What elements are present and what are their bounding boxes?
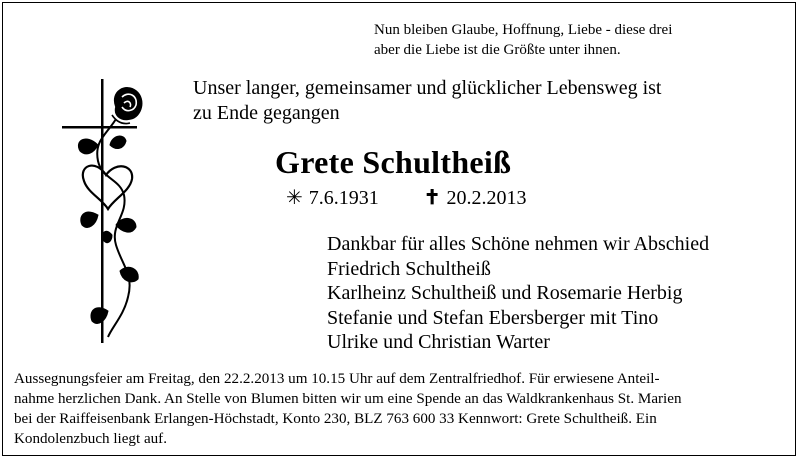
footer-line: Kondolenzbuch liegt auf.	[14, 431, 167, 447]
birth-star-icon: ✳	[286, 187, 303, 209]
quote-line: Nun bleiben Glaube, Hoffnung, Liebe - diese drei	[374, 22, 673, 38]
funeral-notice-footer	[14, 369, 786, 449]
birth-date: 7.6.1931	[308, 187, 379, 209]
mourner-line: Karlheinz Schultheiß und Rosemarie Herbig	[327, 282, 683, 304]
mourner-line: Friedrich Schultheiß	[327, 257, 491, 280]
intro-line: Unser langer, gemeinsamer und glücklicher Lebensweg ist	[193, 77, 662, 99]
mourner-line: Dankbar für alles Schöne nehmen wir Abschied	[327, 233, 710, 255]
quote-line: aber die Liebe ist die Größte unter ihnen.	[374, 42, 621, 58]
death-cross-icon: ✝	[423, 187, 441, 209]
footer-line: nahme herzlichen Dank. An Stelle von Blumen bitten wir um eine Spende an das Waldkrankenhaus St. Marien	[14, 391, 682, 407]
bible-quote	[374, 20, 672, 60]
mourners-list	[327, 232, 709, 355]
intro-line: zu Ende gegangen	[193, 102, 340, 124]
cross-horizontal-bar	[62, 126, 137, 129]
intro-text	[193, 76, 662, 126]
death-date: 20.2.2013	[446, 187, 527, 209]
cross-with-rose-icon	[50, 75, 160, 350]
cross-vertical-bar	[101, 79, 104, 343]
footer-line: bei der Raiffeisenbank Erlangen-Höchstadt, Konto 230, BLZ 763 600 33 Kennwort: Grete Schultheiß. Ein	[14, 411, 657, 427]
life-dates	[286, 186, 527, 210]
mourner-line: Stefanie und Stefan Ebersberger mit Tino	[327, 306, 659, 329]
footer-line: Aussegnungsfeier am Freitag, den 22.2.2013 um 10.15 Uhr auf dem Zentralfriedhof. Für erwiesene Anteil-	[14, 371, 660, 387]
rose-icon	[112, 88, 142, 124]
deceased-name: Grete Schultheiß	[275, 144, 512, 180]
mourner-line: Ulrike und Christian Warter	[327, 331, 550, 353]
